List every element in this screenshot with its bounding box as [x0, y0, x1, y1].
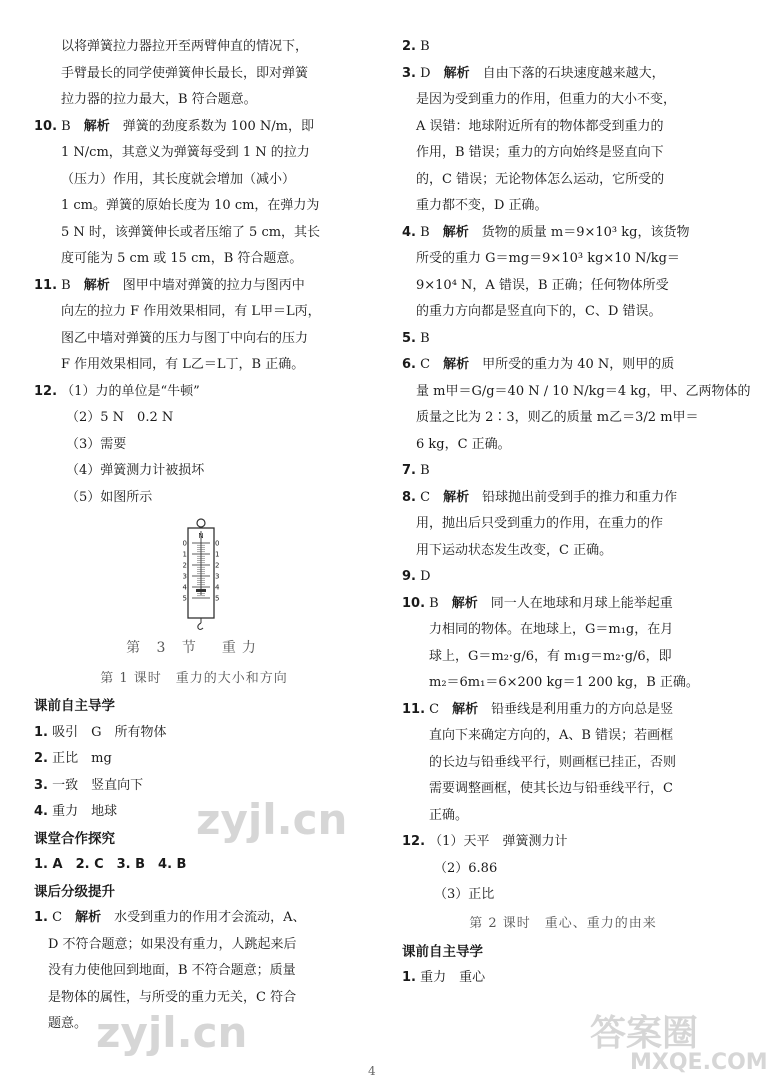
scale-tick-label: 4 — [182, 583, 187, 592]
text-line: 重力都不变，D 正确。 — [416, 198, 548, 213]
scale-unit-label: N — [198, 532, 204, 540]
list-item: （2）5 N 0.2 N — [66, 410, 174, 425]
question-6: 6. C 解析 甲所受的重力为 40 N，则甲的质 — [402, 357, 675, 372]
question-10: 10. B 解析 同一人在地球和月球上能举起重 — [402, 595, 673, 611]
text-line: m₂＝6m₁＝6×200 kg＝1 200 kg，B 正确。 — [429, 675, 699, 690]
text-line: （压力）作用，其长度就会增加（减小） — [61, 171, 296, 187]
scale-tick-label: 4 — [215, 583, 220, 592]
list-item: 4. 重力 地球 — [34, 804, 118, 819]
text-line: 6 kg，C 正确。 — [416, 436, 511, 452]
question-4: 4. B 解析 货物的质量 m＝9×10³ kg，该货物 — [402, 224, 690, 240]
watermark: zyjl.cn — [196, 795, 348, 844]
scale-tick-label: 0 — [215, 539, 220, 548]
text-line: 所受的重力 G＝mg＝9×10³ kg×10 N/kg＝ — [416, 251, 680, 266]
text-line: 以将弹簧拉力器拉开至两臂伸直的情况下， — [61, 39, 309, 54]
text-line: 质量之比为 2∶3，则乙的质量 m乙＝3/2 m甲＝ — [416, 410, 699, 425]
heading-classroom: 课堂合作探究 — [34, 830, 115, 847]
list-item: （5）如图所示 — [66, 489, 153, 505]
text-line: 没有力使他回到地面，B 不符合题意；质量 — [48, 963, 296, 978]
text-line: 直向下来确定方向的，A、B 错误；若画框 — [429, 728, 674, 743]
text-line: F 作用效果相同，有 L乙＝L丁，B 正确。 — [61, 357, 305, 372]
question-12: 12. （1）力的单位是“牛顿” — [34, 383, 200, 399]
question-2: 2. B — [402, 39, 430, 54]
section-title: 第 3 节 重力 — [126, 640, 262, 656]
list-item: 2. 正比 mg — [34, 751, 112, 766]
list-item: 1. 吸引 G 所有物体 — [34, 724, 167, 740]
spring-scale-diagram — [184, 517, 218, 631]
text-line: 的，C 错误；无论物体怎么运动，它所受的 — [416, 171, 665, 187]
text-line: 的长边与铅垂线平行，则画框已挂正，否则 — [429, 754, 677, 770]
question-7: 7. B — [402, 463, 430, 478]
question-3: 3. D 解析 自由下落的石块速度越来越大， — [402, 65, 665, 81]
spring-scale-figure — [34, 511, 354, 631]
scale-tick-label: 3 — [182, 572, 187, 581]
page-number: 4 — [368, 1064, 376, 1078]
list-item: 3. 一致 竖直向下 — [34, 777, 144, 793]
text-line: 5 N 时，该弹簧伸长或者压缩了 5 cm，其长 — [61, 224, 321, 240]
question-11: 11. C 解析 铅垂线是利用重力的方向总是竖 — [402, 701, 674, 717]
text-line: 1 cm。弹簧的原始长度为 10 cm，在弹力为 — [61, 198, 320, 213]
heading-pre-study: 课前自主导学 — [402, 943, 483, 960]
watermark: 答案圈 — [590, 1013, 699, 1054]
text-line: 是因为受到重力的作用，但重力的大小不变， — [416, 92, 677, 107]
scale-tick-label: 1 — [182, 550, 187, 559]
text-line: 量 m甲＝G/g＝40 N / 10 N/kg＝4 kg，甲、乙两物体的 — [416, 383, 751, 399]
text-line: 手臂最长的同学使弹簧伸长最长，即对弹簧 — [61, 65, 309, 81]
scale-tick-label: 5 — [182, 594, 187, 603]
text-line: 向左的拉力 F 作用效果相同，有 L甲＝L丙， — [61, 304, 321, 319]
text-line: 需要调整画框，使其长边与铅垂线平行，C — [429, 781, 673, 796]
scale-tick-label: 2 — [182, 561, 187, 570]
heading-pre-study: 课前自主导学 — [34, 698, 115, 714]
question-10: 10. B 解析 弹簧的劲度系数为 100 N/m，即 — [34, 118, 314, 134]
text-line: 1 N/cm，其意义为弹簧每受到 1 N 的拉力 — [61, 145, 310, 160]
text-line: 正确。 — [429, 807, 469, 823]
text-line: 拉力器的拉力最大，B 符合题意。 — [61, 92, 257, 107]
right-column — [402, 34, 751, 992]
watermark: zyjl.cn — [96, 1008, 248, 1057]
question-9: 9. D — [402, 569, 431, 584]
text-line: 力相同的物体。在地球上，G＝m₁g，在月 — [429, 622, 674, 637]
watermark: MXQE.COM — [630, 1050, 768, 1075]
text-line: 是物体的属性，与所受的重力无关，C 符合 — [48, 989, 297, 1005]
list-item: （2）6.86 — [434, 860, 498, 876]
heading-after-class: 课后分级提升 — [34, 883, 115, 900]
list-item: （4）弹簧测力计被损坏 — [66, 463, 205, 478]
question-1: 1. C 解析 水受到重力的作用才会流动，A、 — [34, 910, 306, 925]
text-line: 度可能为 5 cm 或 15 cm，B 符合题意。 — [61, 251, 303, 266]
scale-tick-label: 3 — [215, 572, 220, 581]
text-line: 图乙中墙对弹簧的压力与图丁中向右的压力 — [61, 330, 309, 346]
text-line: A 误错：地球附近所有的物体都受到重力的 — [416, 118, 664, 134]
text-line: 的重力方向都是竖直向下的，C、D 错误。 — [416, 304, 662, 319]
text-line: 用，抛出后只受到重力的作用，在重力的作 — [416, 516, 664, 531]
question-8: 8. C 解析 铅球抛出前受到手的推力和重力作 — [402, 489, 678, 505]
lesson-title: 第 1 课时 重力的大小和方向 — [100, 671, 288, 686]
text-line: D 不符合题意；如果没有重力，人跳起来后 — [48, 936, 297, 952]
scale-tick-label: 1 — [215, 550, 220, 559]
question-12: 12. （1）天平 弹簧测力计 — [402, 834, 568, 849]
list-item: （3）正比 — [434, 887, 495, 902]
text-line: 题意。 — [48, 1016, 88, 1031]
text-line: 用下运动状态发生改变，C 正确。 — [416, 542, 613, 558]
question-5: 5. B — [402, 330, 430, 346]
question-11: 11. B 解析 图甲中墙对弹簧的拉力与图丙中 — [34, 277, 305, 293]
scale-tick-label: 5 — [215, 594, 220, 603]
text-line: 球上，G＝m₂·g/6，有 m₁g＝m₂·g/6，即 — [429, 648, 672, 664]
left-column — [34, 34, 354, 1038]
list-item: 1. 重力 重心 — [402, 970, 486, 985]
scale-tick-label: 2 — [215, 561, 220, 570]
answer-line: 1. A 2. C 3. B 4. B — [34, 857, 187, 872]
text-line: 9×10⁴ N，A 错误，B 正确；任何物体所受 — [416, 277, 669, 293]
lesson-title: 第 2 课时 重心、重力的由来 — [469, 915, 657, 931]
scale-tick-label: 0 — [182, 539, 187, 548]
list-item: （3）需要 — [66, 436, 127, 452]
text-line: 作用，B 错误；重力的方向始终是竖直向下 — [416, 145, 664, 160]
